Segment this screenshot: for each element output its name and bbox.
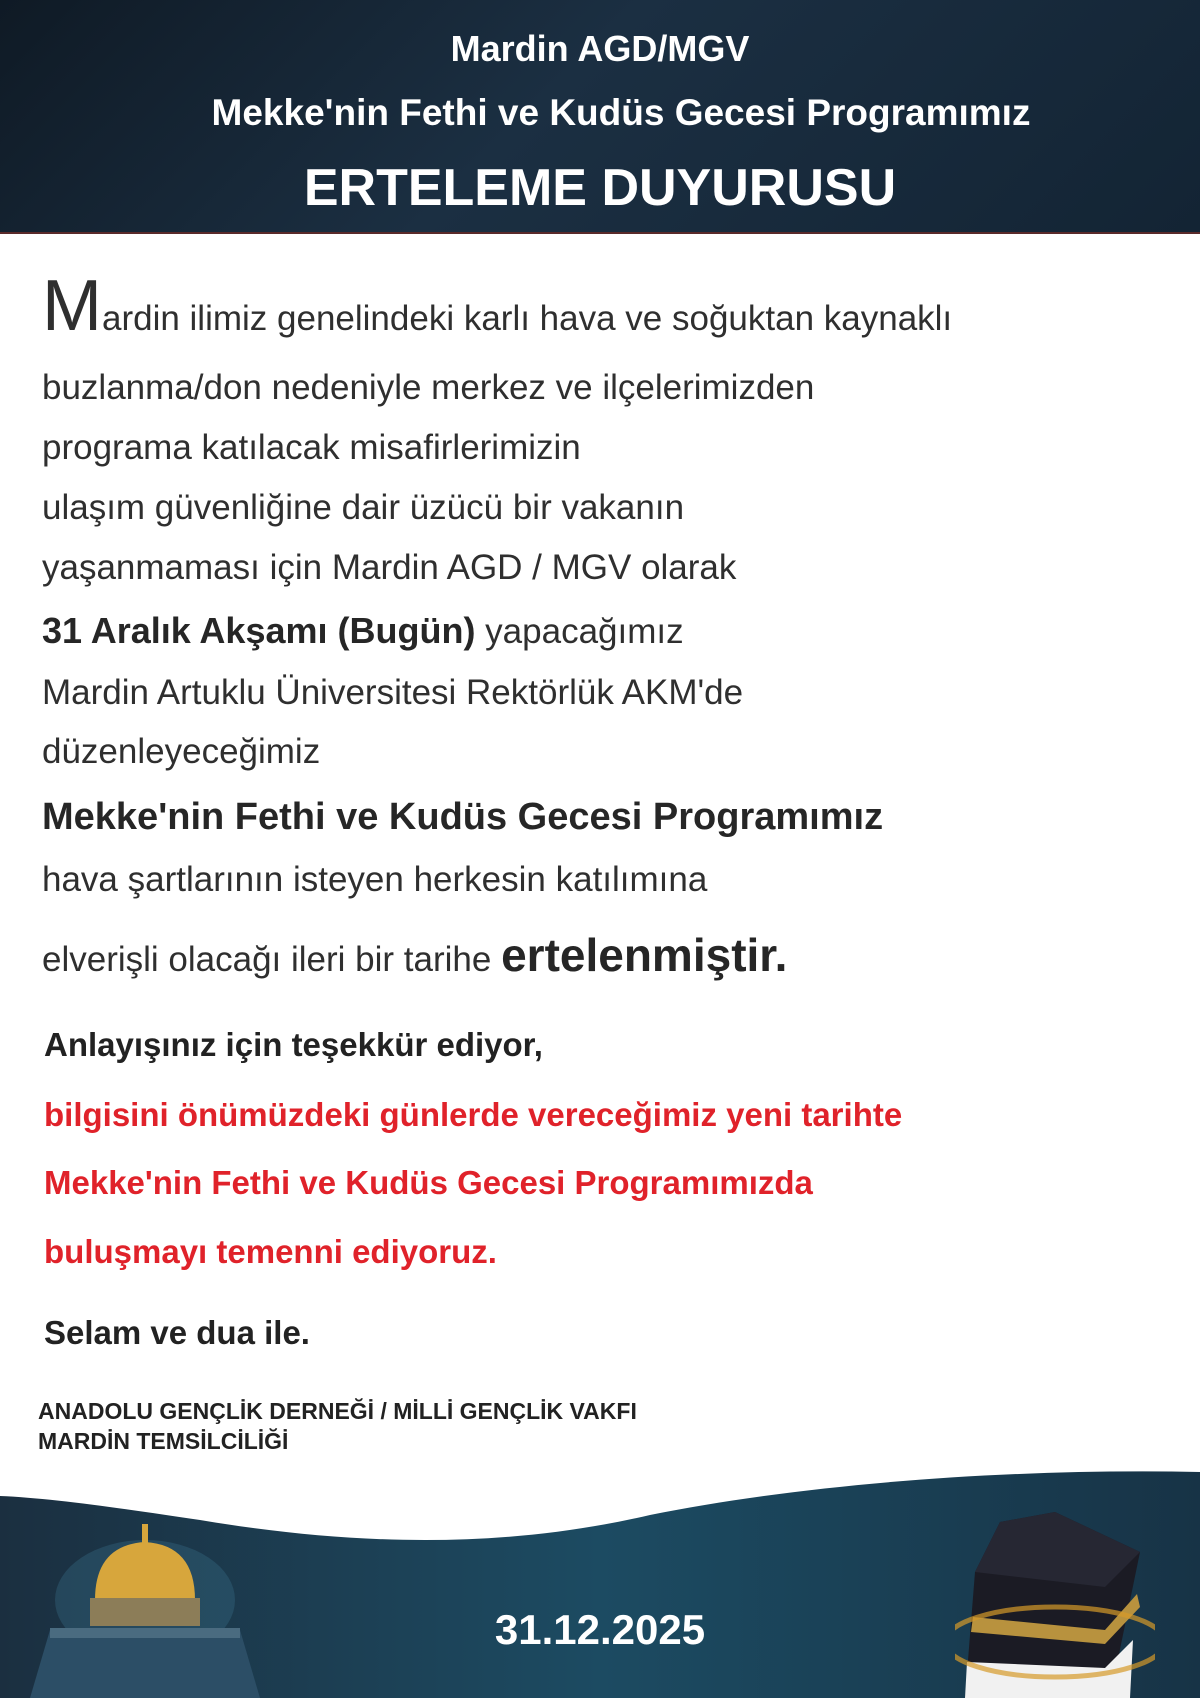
body-line-1 [42, 266, 953, 346]
red-line-3: buluşmayı temenni ediyoruz. [44, 1233, 497, 1270]
body-line-7: Mardin Artuklu Üniversitesi Rektörlük AKM'de [42, 673, 744, 712]
body-text: elverişli olacağı ileri bir tarihe [42, 940, 502, 979]
date-highlight: 31 Aralık Akşamı (Bugün) [42, 610, 476, 651]
signature-branch: MARDİN TEMSİLCİLİĞİ [38, 1428, 289, 1454]
body-line-6 [42, 610, 684, 652]
red-line-1: bilgisini önümüzdeki günlerde vereceğimiz yeni tarihte [44, 1096, 903, 1133]
kaaba-icon [955, 1512, 1155, 1698]
body-line-8: düzenleyeceğimiz [42, 732, 321, 771]
body-text: yapacağımız [475, 612, 684, 651]
header-org: Mardin AGD/MGV [450, 28, 750, 69]
drop-cap: M [42, 266, 102, 346]
regards-line: Selam ve dua ile. [44, 1314, 310, 1351]
announcement-date: 31.12.2025 [494, 1606, 706, 1653]
header-program: Mekke'nin Fethi ve Kudüs Gecesi Programımız [211, 92, 1031, 133]
signature-org: ANADOLU GENÇLİK DERNEĞİ / MİLLİ GENÇLİK VAKFI [38, 1398, 637, 1424]
red-line-2: Mekke'nin Fethi ve Kudüs Gecesi Programımızda [44, 1164, 813, 1201]
body-line-11 [42, 928, 787, 982]
thanks-line: Anlayışınız için teşekkür ediyor, [44, 1026, 543, 1063]
body-text: ardin ilimiz genelindeki karlı hava ve soğuktan kaynaklı [101, 299, 953, 338]
body-line-3: programa katılacak misafirlerimizin [42, 428, 581, 467]
body-line-5: yaşanmaması için Mardin AGD / MGV olarak [42, 548, 737, 587]
postponed-highlight: ertelenmiştir. [501, 929, 788, 981]
header-title: ERTELEME DUYURUSU [303, 159, 897, 217]
body-line-2: buzlanma/don nedeniyle merkez ve ilçelerimizden [42, 368, 815, 407]
body-line-4: ulaşım güvenliğine dair üzücü bir vakanın [42, 488, 685, 527]
body-line-10: hava şartlarının isteyen herkesin katılımına [42, 860, 708, 899]
header-banner [0, 0, 1200, 234]
body-line-9-program: Mekke'nin Fethi ve Kudüs Gecesi Programımız [42, 796, 884, 838]
